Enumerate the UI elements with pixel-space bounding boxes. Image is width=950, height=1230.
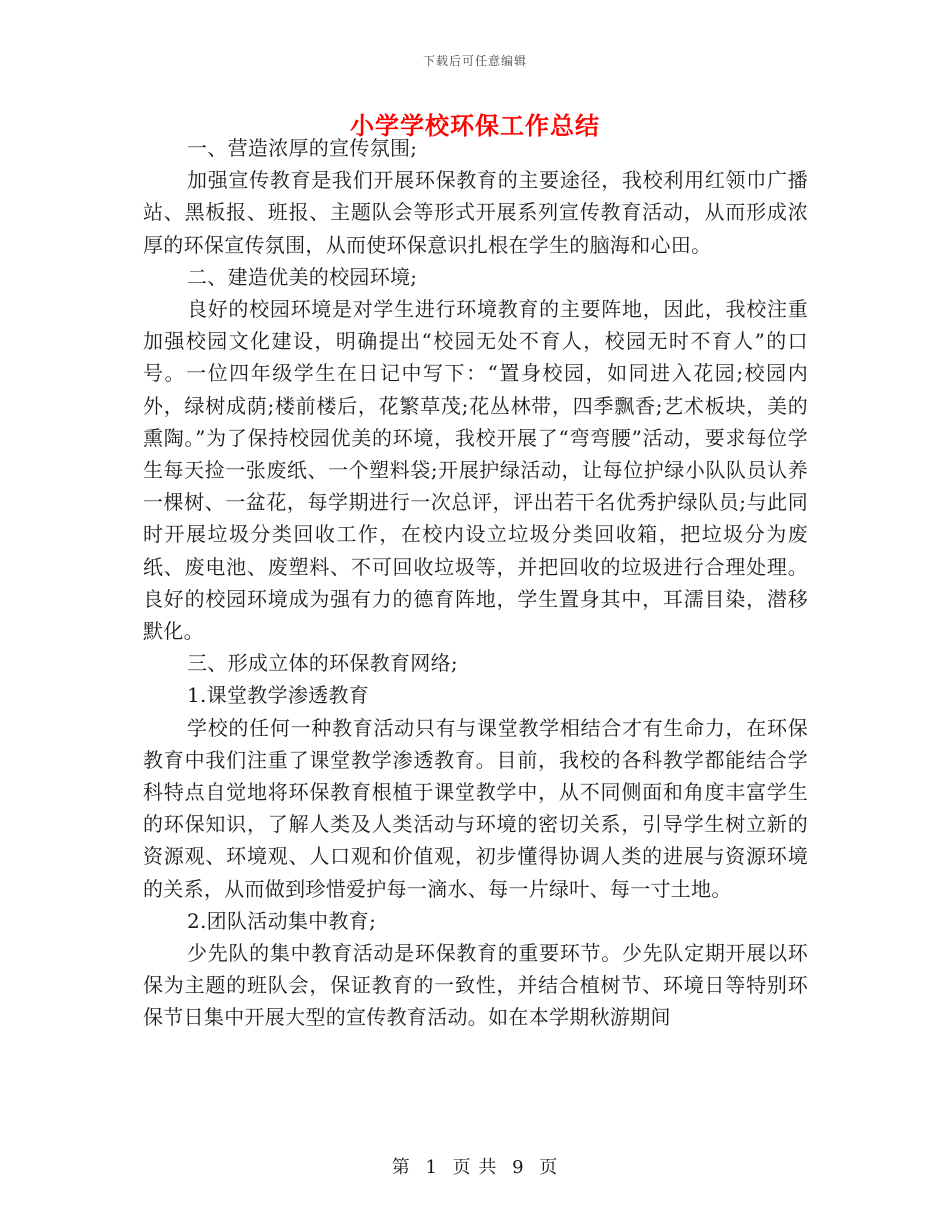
section-heading-2: 二、建造优美的校园环境; [187,264,418,289]
subsection-heading-1: 1.课堂教学渗透教育 [187,683,370,708]
subsection-heading-2: 2.团队活动集中教育; [187,908,377,933]
footer-suffix: 页 [539,1157,559,1178]
document-title: 小学学校环保工作总结 [350,111,600,140]
footer-prefix: 第 [391,1157,411,1178]
section-heading-1: 一、营造浓厚的宣传氛围; [187,136,418,160]
page-footer [0,1153,950,1179]
body-paragraph: 学校的任何一种教育活动只有与课堂教学相结合才有生命力，在环保教育中我们注重了课堂教学渗透教育。目前，我校的各科教学都能结合学科特点自觉地将环保教育根植于课堂教学中，从不同侧面和角度丰富学生的环保知识，了解人类及人类活动与环境的密切关系，引导学生树立新的资源观、环境观、人口观和价值观，初步懂得协调人类的进展与资源环境的关系，从而做到珍惜爱护每一滴水、每一片绿叶、每一寸土地。 [143,715,808,901]
current-page-number: 1 [425,1157,438,1178]
total-pages-number: 9 [512,1157,525,1178]
body-paragraph: 少先队的集中教育活动是环保教育的重要环节。少先队定期开展以环保为主题的班队会，保证教育的一致性，并结合植树节、环境日等特别环保节日集中开展大型的宣传教育活动。如在本学期秋游期间 [143,941,808,1030]
footer-middle: 页 共 [452,1157,498,1178]
section-heading-3: 三、形成立体的环保教育网络; [187,651,458,676]
document-body [143,132,808,1034]
body-paragraph: 加强宣传教育是我们开展环保教育的主要途径，我校利用红领巾广播站、黑板报、班报、主题队会等形式开展系列宣传教育活动，从而形成浓厚的环保宣传氛围，从而使环保意识扎根在学生的脑海和心田。 [143,168,808,257]
page-header-note: 下载后可任意编辑 [422,54,527,68]
body-paragraph: 良好的校园环境是对学生进行环境教育的主要阵地，因此，我校注重加强校园文化建设，明确提出“校园无处不育人，校园无时不育人”的口号。一位四年级学生在日记中写下：“置身校园，如同进入花园;校园内外，绿树成荫;楼前楼后，花繁草茂;花丛林带，四季飘香;艺术板块，美的熏陶。”为了保持校园优美的环境，我校开展了“弯弯腰”活动，要求每位学生每天捡一张废纸、一个塑料袋;开展护绿活动，让每位护绿小队队员认养一棵树、一盆花，每学期进行一次总评，评出若干名优秀护绿队员;与此同时开展垃圾分类回收工作，在校内设立垃圾分类回收箱，把垃圾分为废纸、废电池、废塑料、不可回收垃圾等，并把回收的垃圾进行合理处理。良好的校园环境成为强有力的德育阵地，学生置身其中，耳濡目染，潜移默化。 [143,297,808,644]
